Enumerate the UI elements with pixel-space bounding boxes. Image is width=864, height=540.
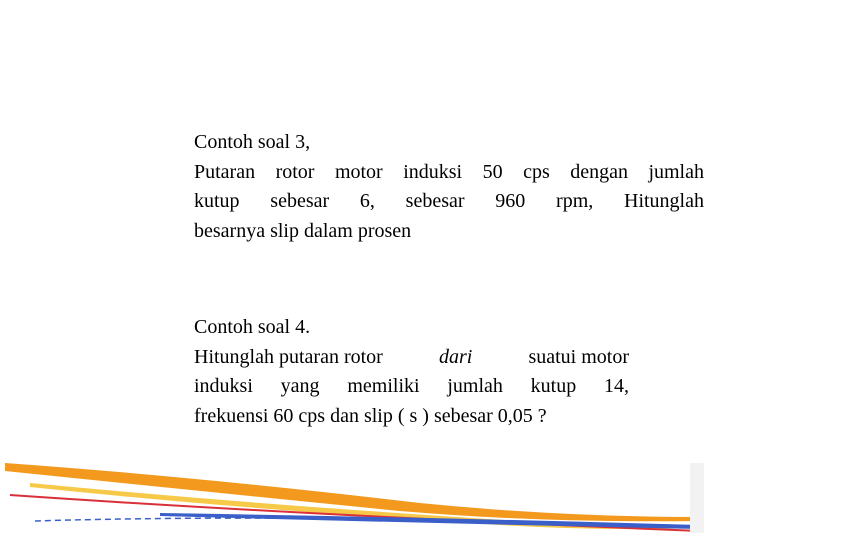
problem-3-line: besarnya slip dalam prosen: [194, 219, 412, 242]
problem-4-italic-word: dari: [438, 345, 473, 368]
problem-3-heading: Contoh soal 3,: [194, 131, 311, 153]
swoosh-fade-edge: [690, 463, 704, 533]
problem-3-text-block: [194, 128, 704, 246]
footer-swoosh-decoration: [0, 455, 864, 540]
problem-4-text-block: [194, 313, 629, 431]
problem-4-line-segment: Hitunglah putaran rotor: [194, 345, 383, 368]
problem-4-heading: Contoh soal 4.: [194, 316, 311, 338]
problem-3-line: Putaran rotor motor induksi 50 cps dengan jumlah: [194, 160, 704, 183]
problem-4-line: induksi yang memiliki jumlah kutup 14,: [194, 375, 629, 397]
problem-4-line-segment: suatui motor: [528, 345, 629, 368]
problem-4-line: [194, 343, 629, 373]
problem-4-line: frekuensi 60 cps dan slip ( s ) sebesar 0,05 ?: [194, 404, 547, 427]
problem-3-line: kutup sebesar 6, sebesar 960 rpm, Hitunglah: [194, 190, 704, 212]
